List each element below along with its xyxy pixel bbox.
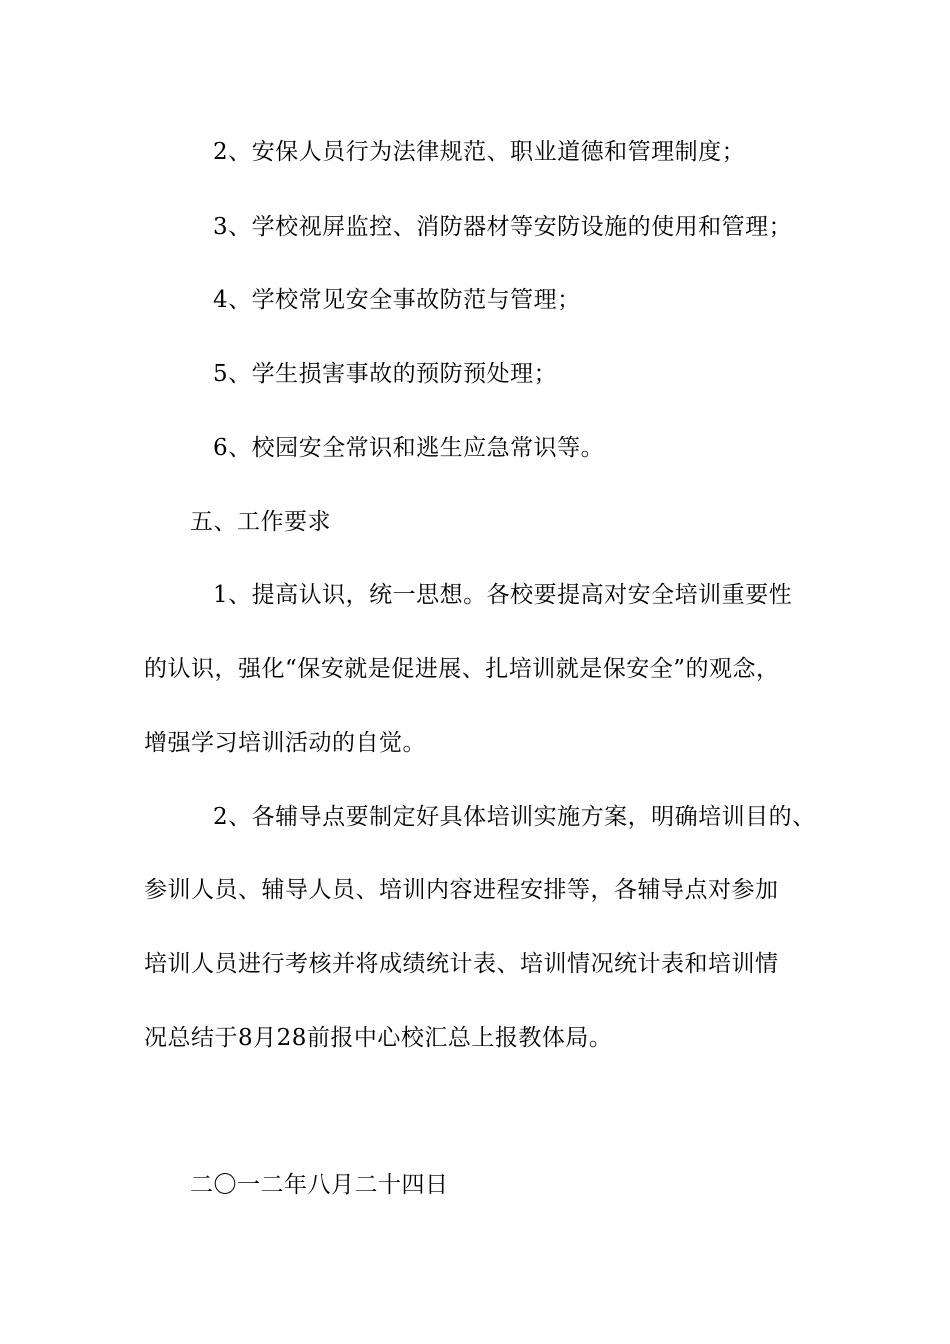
requirement-1-line-1: 1、提高认识，统一思想。各校要提高对安全培训重要性 [213,582,793,608]
content-item-2: 2、安保人员行为法律规范、职业道德和管理制度； [213,139,746,165]
content-item-3: 3、学校视屏监控、消防器材等安防设施的使用和管理； [213,214,793,240]
requirement-2-line-1: 2、各辅导点要制定好具体培训实施方案，明确培训目的、 [213,804,816,830]
requirement-2-line-2: 参训人员、辅导人员、培训内容进程安排等，各辅导点对参加 [144,877,779,903]
requirement-1-line-2: 的认识，强化“保安就是促进展、扎培训就是保安全”的观念， [144,656,780,682]
document-date: 二〇一二年八月二十四日 [190,1172,449,1198]
content-item-6: 6、校园安全常识和逃生应急常识等。 [213,435,605,461]
content-item-5: 5、学生损害事故的预防预处理； [213,361,558,387]
section-heading: 五、工作要求 [190,509,331,535]
requirement-1-line-3: 增强学习培训活动的自觉。 [144,730,426,756]
requirement-2-line-4: 况总结于8月28前报中心校汇总上报教体局。 [144,1025,613,1051]
content-item-4: 4、学校常见安全事故防范与管理； [213,287,581,313]
requirement-2-line-3: 培训人员进行考核并将成绩统计表、培训情况统计表和培训情 [144,951,779,977]
